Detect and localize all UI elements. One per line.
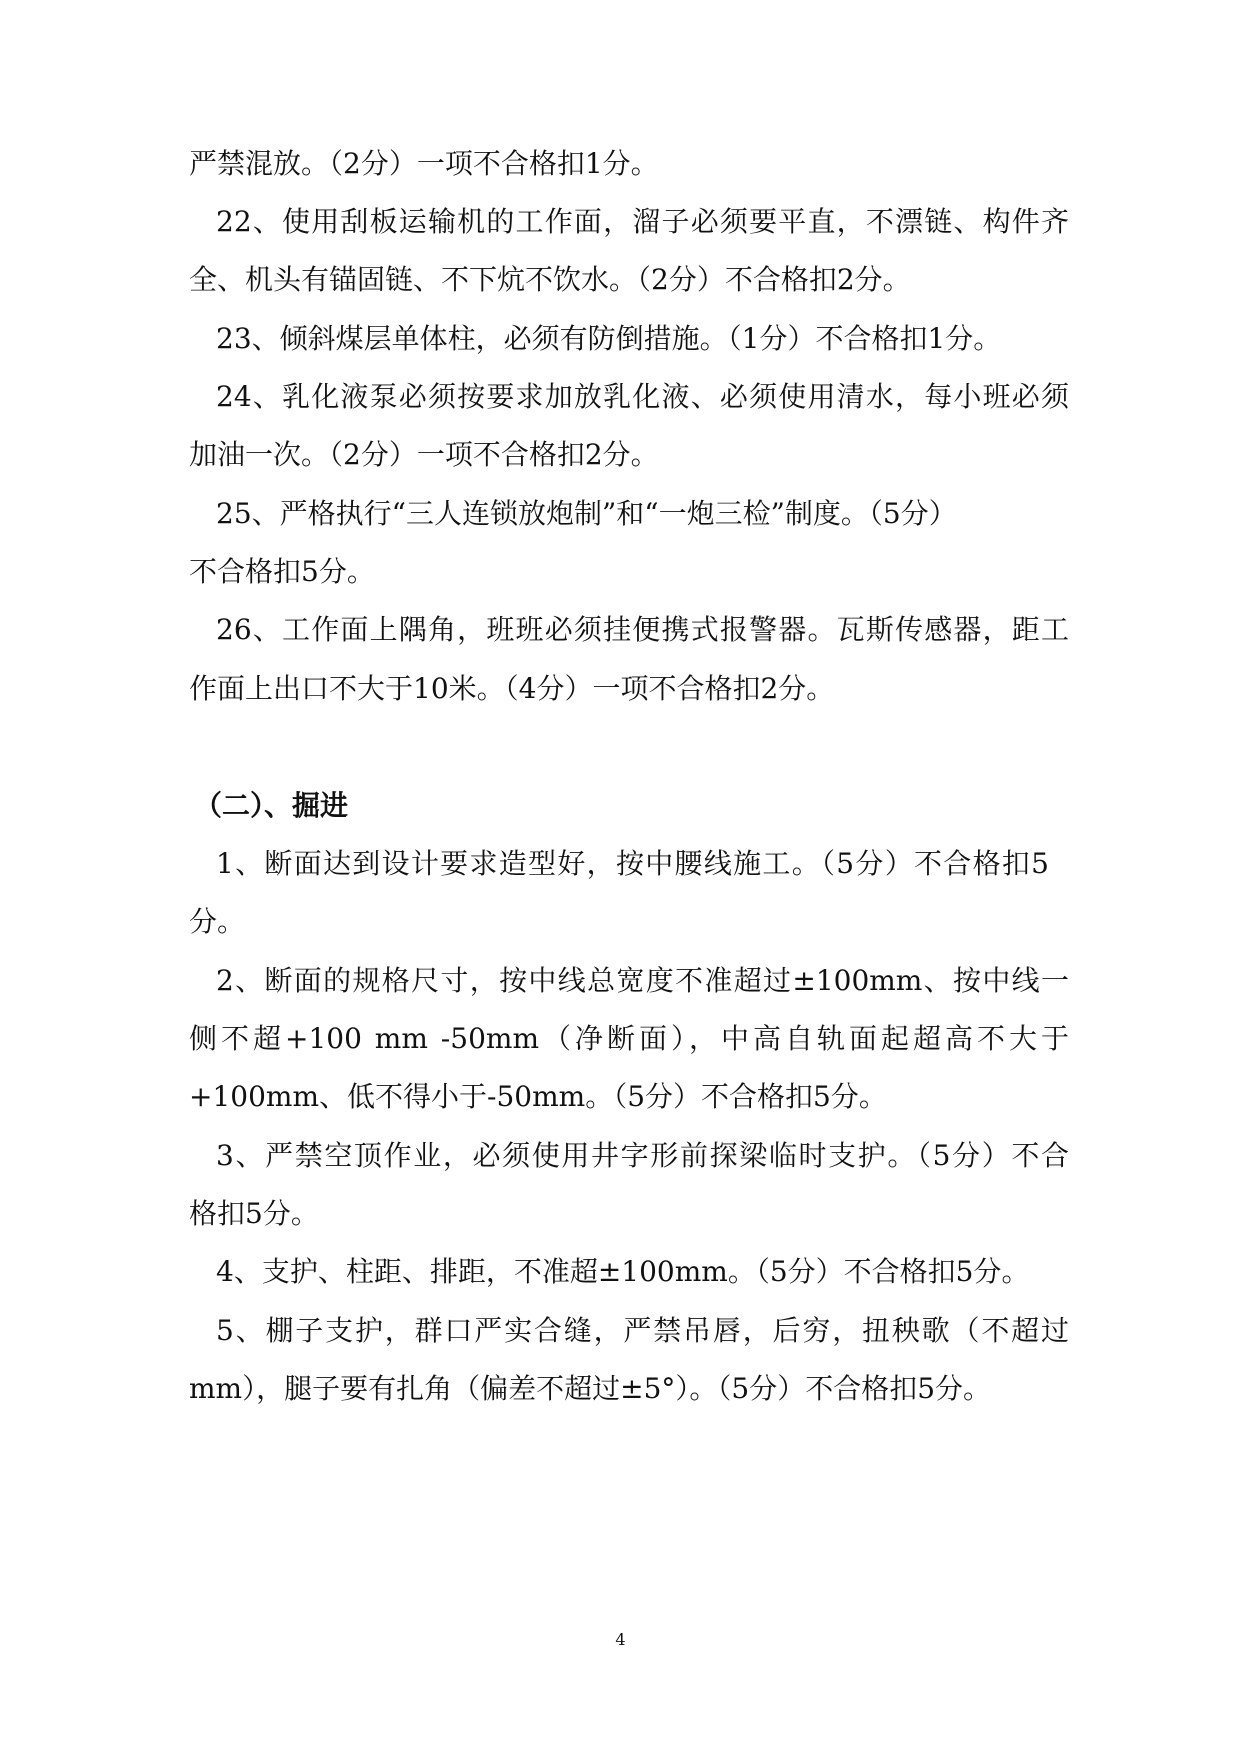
text-line: 26、工作面上隅角，班班必须挂便携式报警器。瓦斯传感器，距工: [216, 613, 1069, 646]
text-line: 23、倾斜煤层单体柱，必须有防倒措施。（1分）不合格扣1分。: [216, 322, 1002, 355]
text-line: 全、机头有锚固链、不下炕不饮水。（2分）不合格扣2分。: [189, 263, 911, 296]
page-number: 4: [615, 1630, 626, 1649]
text-line: mm），腿子要有扎角（偏差不超过±5°）。（5分）不合格扣5分。: [189, 1372, 992, 1405]
text-line: 25、严格执行“三人连锁放炮制”和“一炮三检”制度。（5分）: [216, 497, 957, 530]
text-line: 加油一次。（2分）一项不合格扣2分。: [189, 438, 659, 471]
text-line: 分。: [189, 905, 246, 938]
text-line: 1、断面达到设计要求造型好，按中腰线施工。（5分）不合格扣5: [216, 847, 1049, 880]
text-line: 24、乳化液泵必须按要求加放乳化液、必须使用清水，每小班必须: [216, 380, 1069, 413]
text-line: 严禁混放。（2分）一项不合格扣1分。: [189, 147, 659, 180]
text-line: 不合格扣5分。: [189, 555, 375, 588]
text-line: 5、棚子支护，群口严实合缝，严禁吊唇，后穷，扭秧歌（不超过: [216, 1314, 1069, 1347]
section-heading: （二）、掘进: [194, 789, 349, 822]
text-line: +100mm、低不得小于-50mm。（5分）不合格扣5分。: [189, 1080, 887, 1113]
text-line: 作面上出口不大于10米。（4分）一项不合格扣2分。: [189, 672, 835, 705]
text-line: 2、断面的规格尺寸，按中线总宽度不准超过±100mm、按中线一: [216, 964, 1069, 997]
text-line: 22、使用刮板运输机的工作面，溜子必须要平直，不漂链、构件齐: [216, 205, 1069, 238]
text-line: 3、严禁空顶作业，必须使用井字形前探梁临时支护。（5分）不合: [216, 1139, 1069, 1172]
text-line: 4、支护、柱距、排距，不准超±100mm。（5分）不合格扣5分。: [216, 1255, 1030, 1288]
text-line: 侧不超+100 mm -50mm（净断面），中高自轨面起超高不大于: [189, 1022, 1069, 1055]
text-line: 格扣5分。: [189, 1197, 319, 1230]
